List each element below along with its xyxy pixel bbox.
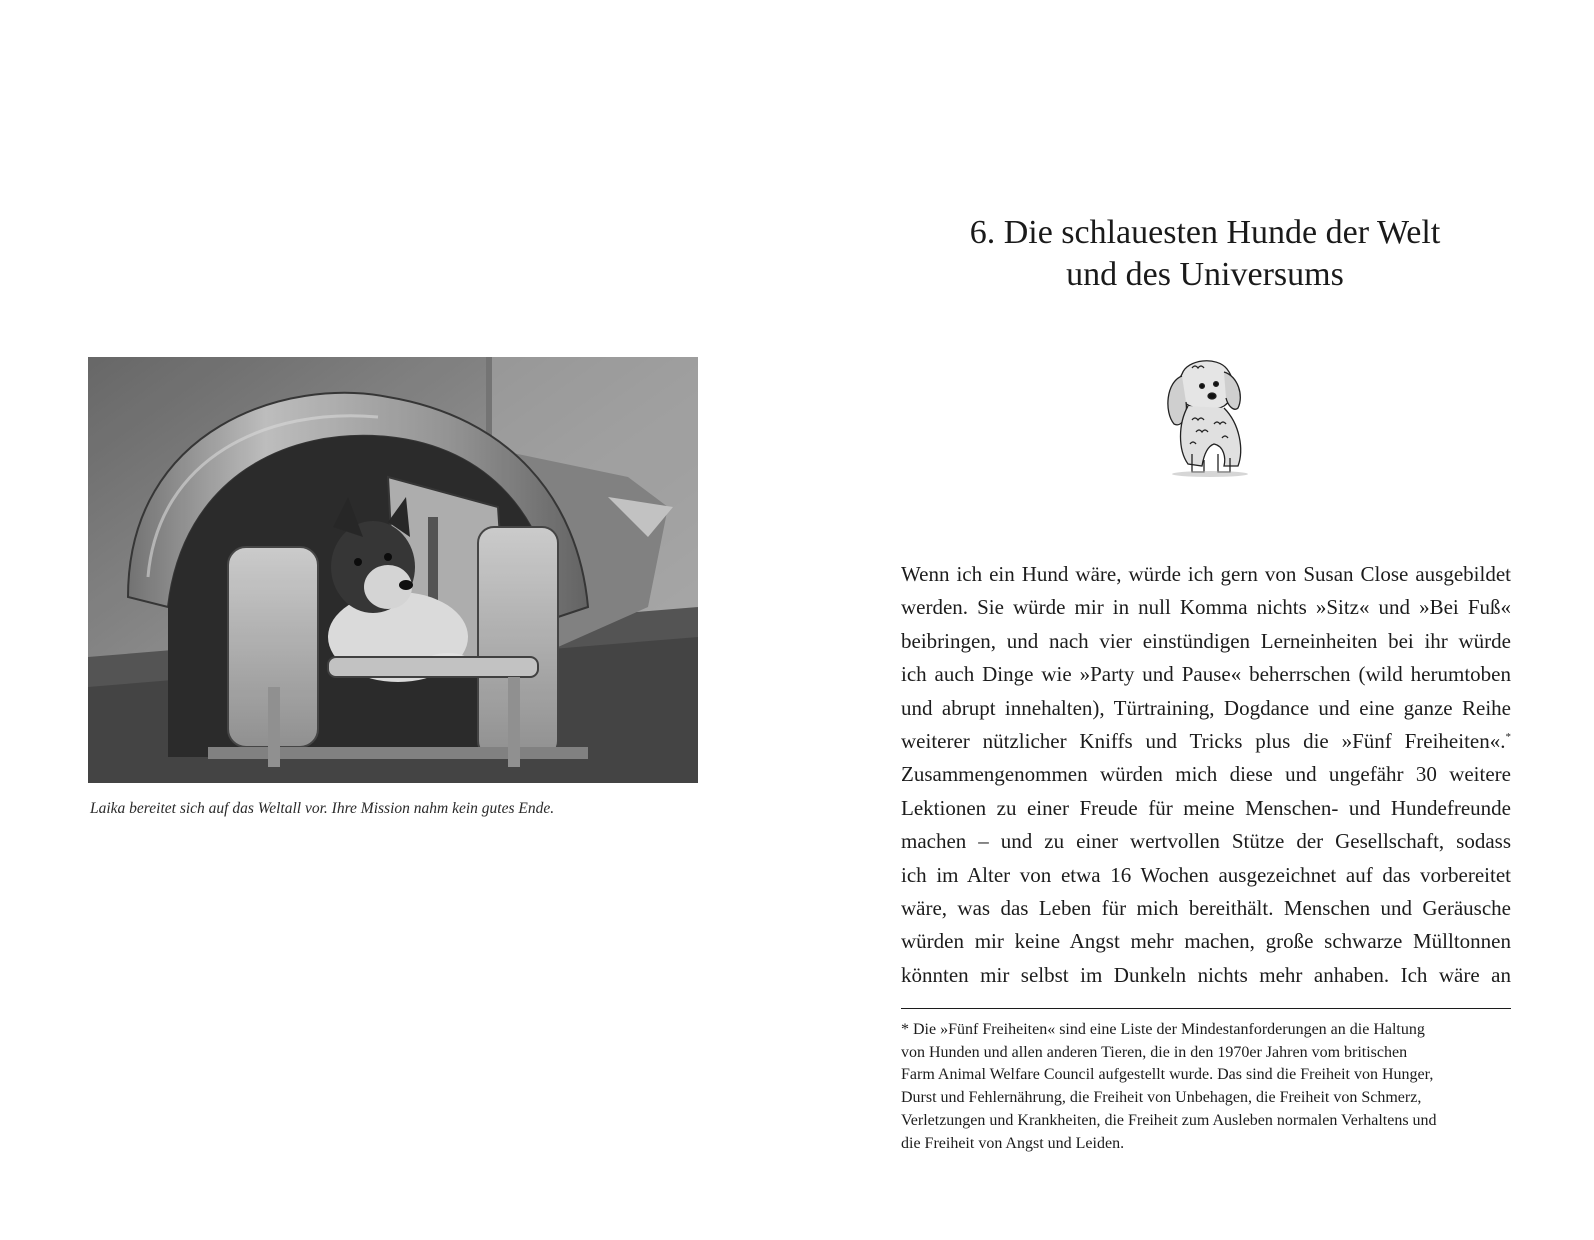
body-line: Zusammengenommen würden mich diese und ungefähr 30 weitere [901,762,1511,787]
body-line: werden. Sie würde mir in null Komma nichts »Sitz« und »Bei Fuß« [901,595,1511,620]
puppy-vignette-icon [1152,354,1252,478]
body-line: könnten mir selbst im Dunkeln nichts mehr anhaben. Ich wäre an [901,962,1511,987]
body-line: beibringen, und nach vier einstündigen Lerneinheiten bei ihr würde [901,628,1511,653]
chapter-title-line-1: 6. Die schlauesten Hunde der Welt [969,214,1441,251]
chapter-title-line-2: und des Universums [1066,256,1344,293]
footnote-divider [901,1008,1511,1009]
body-line-with-footnote [901,725,1511,758]
footnote-reference[interactable]: * [1505,730,1511,743]
footnote-line: * Die »Fünf Freiheiten« sind eine Liste der Mindestanforderungen an die Haltung [901,1021,1425,1038]
laika-photo-illustration [88,357,698,783]
body-line: ich im Alter von etwa 16 Wochen ausgezeichnet auf das vorbereitet [901,862,1511,887]
chapter-body-text [901,558,1511,992]
chapter-title [900,212,1510,296]
body-line: Wenn ich ein Hund wäre, würde ich gern von Susan Close ausgebildet [901,562,1511,586]
body-line: würden mir keine Angst mehr machen, große schwarze Mülltonnen [901,929,1511,954]
body-line: machen – und zu einer wertvollen Stütze der Gesellschaft, sodass [901,829,1511,854]
body-line: und abrupt innehalten), Türtraining, Dogdance und eine ganze Reihe [901,695,1511,720]
body-line: wäre, was das Leben für mich bereithält. Menschen und Geräusche [901,895,1511,920]
footnote [901,1019,1513,1155]
body-line-text: weiterer nützlicher Kniffs und Tricks plus die »Fünf Freiheiten«. [901,728,1506,753]
footnote-line: Farm Animal Welfare Council aufgestellt wurde. Das sind die Freiheit von Hunger, [901,1066,1434,1084]
footnote-line: Durst und Fehlernährung, die Freiheit von Unbehagen, die Freiheit von Schmerz, [901,1089,1422,1107]
footnote-line: von Hunden und allen anderen Tieren, die in den 1970er Jahren vom britischen [901,1043,1408,1061]
body-line: ich auch Dinge wie »Party und Pause« beherrschen (wild herumtoben [901,662,1511,687]
footnote-line: Verletzungen und Krankheiten, die Freiheit zum Ausleben normalen Verhaltens und [901,1111,1437,1129]
laika-photo [88,357,698,783]
photo-caption: Laika bereitet sich auf das Weltall vor. Ihre Mission nahm kein gutes Ende. [90,800,555,817]
body-line: Lektionen zu einer Freude für meine Menschen- und Hundefreunde [901,795,1511,820]
footnote-line: die Freiheit von Angst und Leiden. [901,1134,1125,1152]
